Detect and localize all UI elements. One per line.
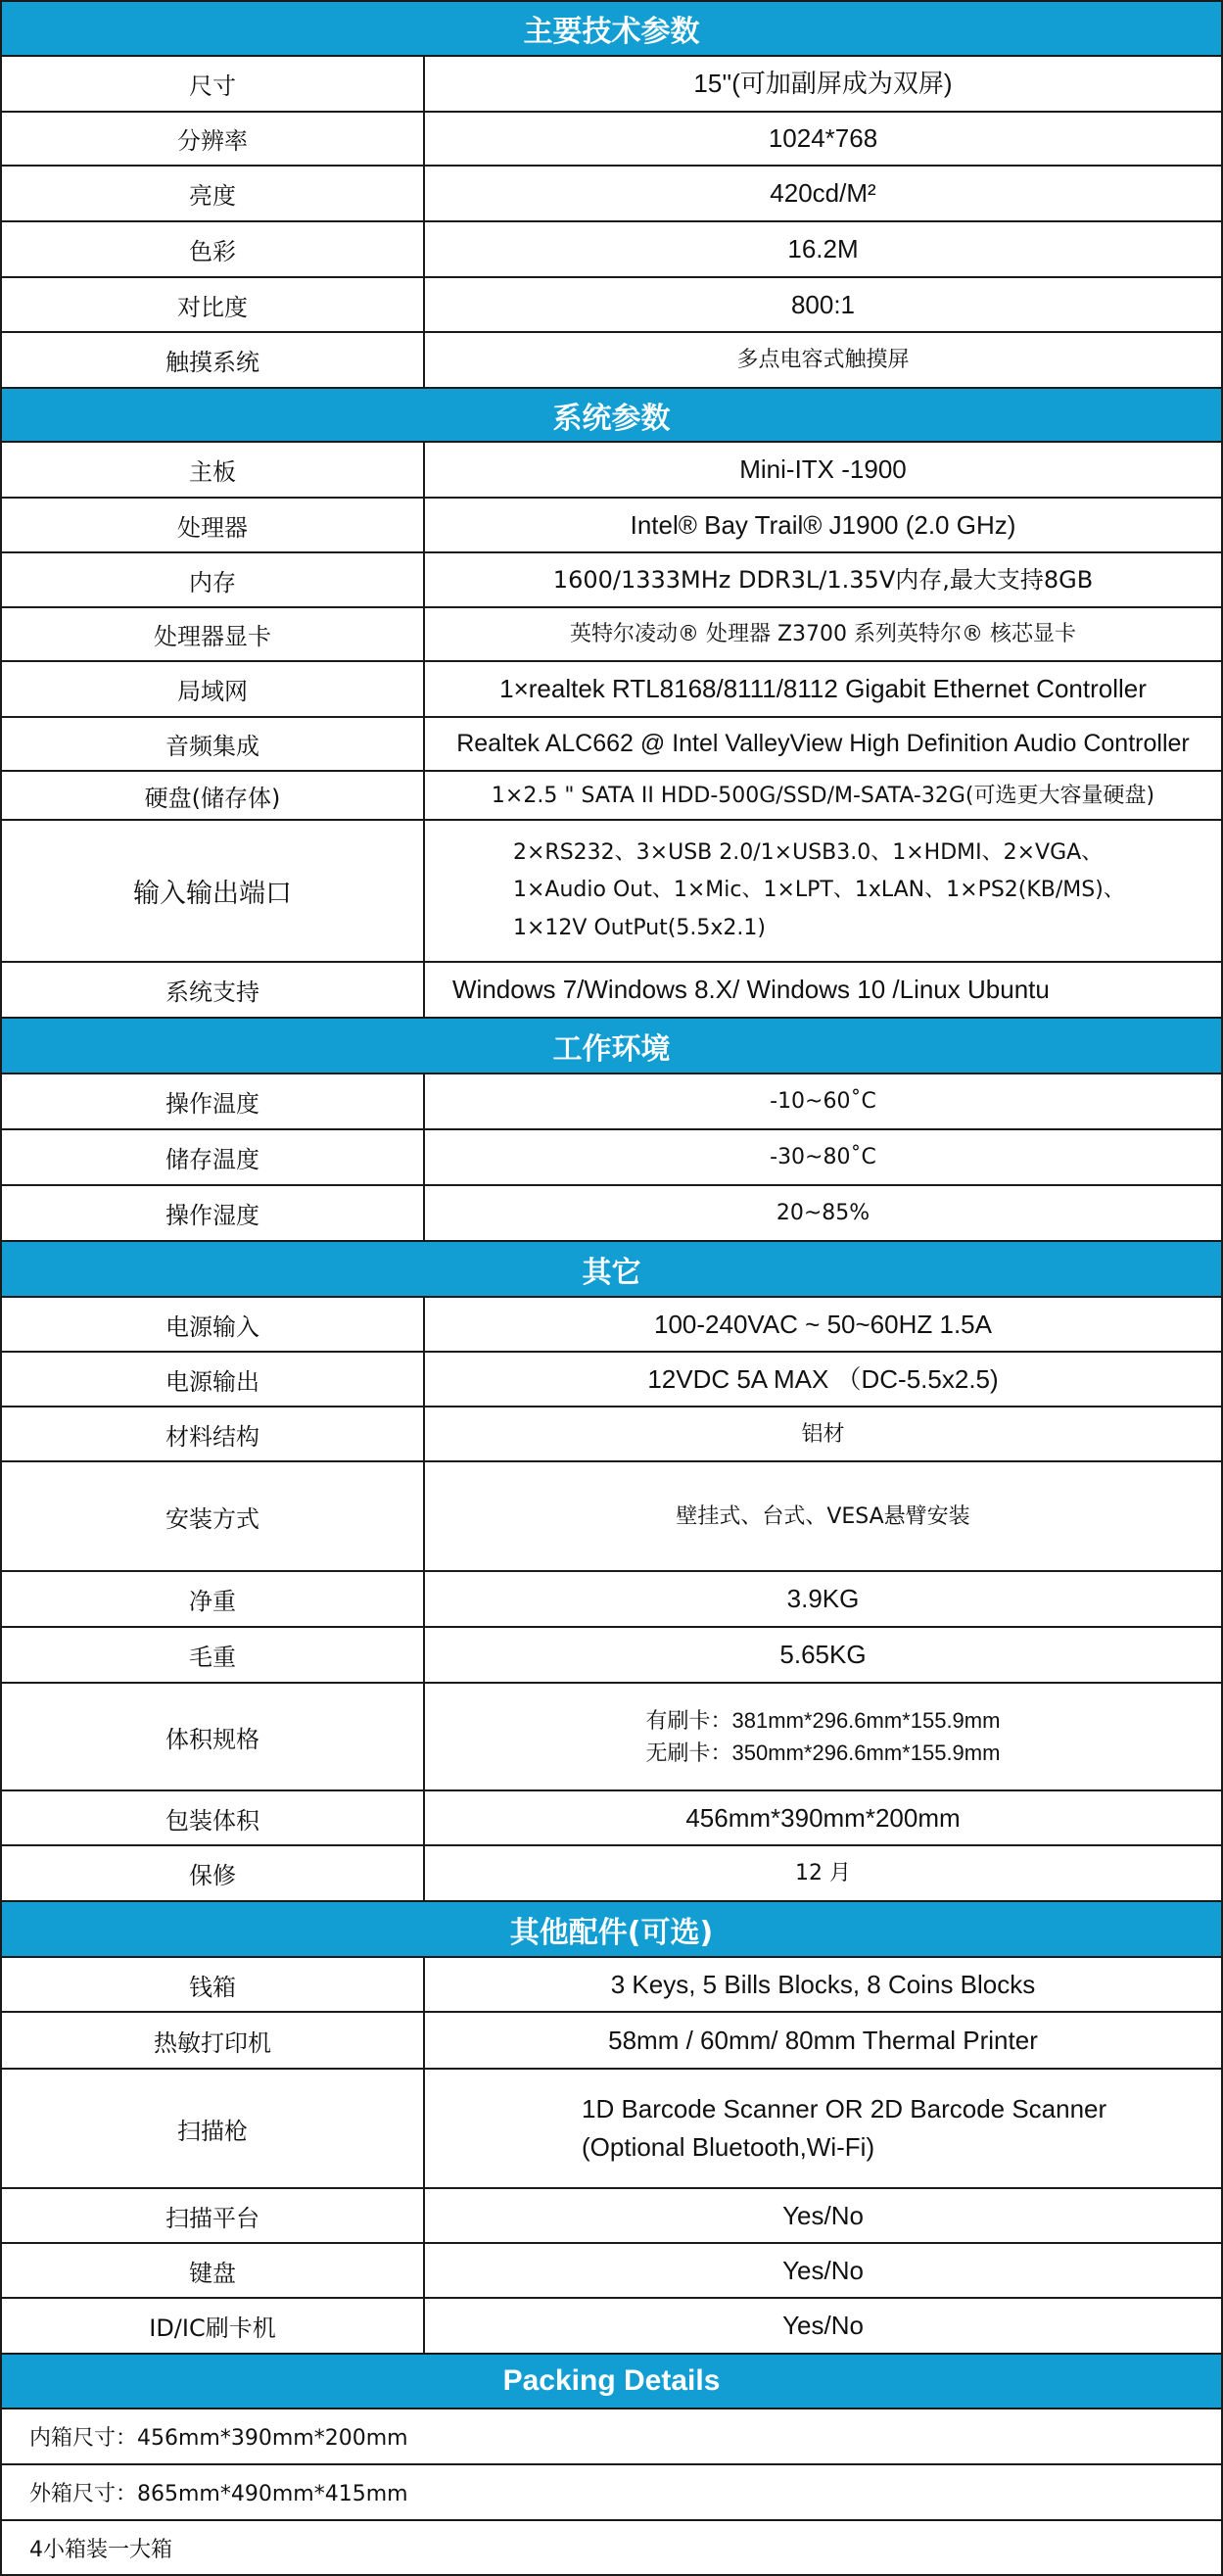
spec-label: 局域网 [2,662,425,716]
spec-label: 处理器 [2,499,425,551]
spec-label: 处理器显卡 [2,608,425,660]
spec-value-line: (Optional Bluetooth,Wi-Fi) [582,2132,875,2162]
spec-value-multiline [425,2070,1221,2187]
spec-value: -30~80˚C [770,1145,876,1169]
spec-label: 包装体积 [2,1791,425,1844]
spec-value: Yes/No [782,2200,864,2230]
spec-row [2,2299,1221,2355]
spec-value: Realtek ALC662 @ Intel ValleyView High Definition Audio Controller [456,729,1190,757]
spec-label: 储存温度 [2,1130,425,1184]
spec-label: ID/IC刷卡机 [2,2299,425,2353]
spec-value-line: 1×Audio Out、1×Mic、1×LPT、1xLAN、1×PS2(KB/MS)、 [513,878,1125,903]
spec-value: 多点电容式触摸屏 [736,348,910,372]
spec-row [2,57,1221,113]
spec-value: 12VDC 5A MAX （DC-5.5x2.5) [647,1363,999,1394]
spec-row [2,553,1221,608]
packing-row [2,2521,1221,2576]
spec-label: 内存 [2,553,425,606]
packing-text: 内箱尺寸：456mm*390mm*200mm [29,2426,408,2451]
spec-label: 净重 [2,1572,425,1626]
spec-row [2,2244,1221,2299]
spec-value-line: 无刷卡：350mm*296.6mm*155.9mm [645,1741,1001,1765]
spec-row [2,1846,1221,1902]
spec-row [2,1074,1221,1130]
spec-label: 安装方式 [2,1462,425,1570]
section-title: 其他配件(可选) [509,1915,714,1950]
section-title: 主要技术参数 [523,15,700,49]
spec-row [2,1130,1221,1186]
spec-row [2,662,1221,718]
spec-row [2,821,1221,963]
spec-value-line: 1D Barcode Scanner OR 2D Barcode Scanner [582,2094,1107,2123]
spec-row [2,2013,1221,2070]
spec-row [2,2189,1221,2244]
spec-value-line: 2×RS232、3×USB 2.0/1×USB3.0、1×HDMI、2×VGA、 [513,839,1104,865]
section-title: 系统参数 [552,401,671,436]
spec-row [2,1298,1221,1353]
section-header-packing [2,2355,1221,2409]
spec-label: 热敏打印机 [2,2013,425,2068]
spec-value: 100-240VAC ~ 50~60HZ 1.5A [654,1309,992,1339]
spec-label: 主板 [2,443,425,497]
spec-label: 操作湿度 [2,1186,425,1240]
spec-value: 3 Keys, 5 Bills Blocks, 8 Coins Blocks [610,1969,1036,1999]
packing-text: 4小箱装一大箱 [29,2537,172,2562]
spec-label: 保修 [2,1846,425,1900]
section-header-environment [2,1019,1221,1074]
spec-row [2,1186,1221,1242]
spec-row [2,167,1221,222]
spec-label: 分辨率 [2,113,425,165]
spec-value-multiline [425,1684,1221,1789]
spec-row [2,2070,1221,2189]
spec-value: 58mm / 60mm/ 80mm Thermal Printer [608,2025,1038,2055]
spec-row [2,1462,1221,1572]
spec-value: 1×2.5 " SATA II HDD-500G/SSD/M-SATA-32G(可选更大容量硬盘) [491,783,1155,808]
spec-value: 16.2M [787,234,859,263]
spec-row [2,113,1221,167]
spec-value: 铝材 [801,1421,845,1447]
spec-value-line: 1×12V OutPut(5.5x2.1) [513,915,766,940]
spec-value: 456mm*390mm*200mm [685,1802,961,1833]
spec-value-multiline [425,821,1221,961]
packing-row [2,2465,1221,2521]
spec-value: 1600/1333MHz DDR3L/1.35V内存,最大支持8GB [552,566,1094,594]
packing-text: 外箱尺寸：865mm*490mm*415mm [29,2482,408,2506]
spec-value: 1024*768 [768,123,878,153]
section-header-other [2,1242,1221,1298]
spec-row [2,1684,1221,1791]
spec-value: 3.9KG [786,1584,860,1613]
spec-row [2,1353,1221,1407]
spec-row [2,608,1221,662]
spec-value: -10~60˚C [770,1089,876,1114]
spec-value: Intel® Bay Trail® J1900 (2.0 GHz) [630,509,1016,540]
spec-value: 800:1 [790,289,856,319]
spec-value: Yes/No [782,2255,864,2285]
spec-label: 尺寸 [2,57,425,111]
spec-row [2,1572,1221,1628]
spec-label: 电源输入 [2,1298,425,1351]
section-header-system [2,389,1221,443]
spec-label: 色彩 [2,222,425,276]
spec-row [2,333,1221,389]
spec-value-line: 有刷卡：381mm*296.6mm*155.9mm [645,1708,1001,1733]
section-title: Packing Details [502,2364,721,2397]
spec-value: Mini-ITX -1900 [739,454,907,484]
spec-label: 音频集成 [2,718,425,770]
spec-row [2,1958,1221,2013]
spec-value: 1×realtek RTL8168/8111/8112 Gigabit Ethernet Controller [499,674,1147,703]
spec-label: 硬盘(储存体) [2,772,425,819]
spec-value: 20~85% [776,1201,870,1225]
spec-label: 钱箱 [2,1958,425,2011]
spec-label: 系统支持 [2,963,425,1017]
spec-label: 电源输出 [2,1353,425,1406]
spec-row [2,222,1221,278]
spec-value: Windows 7/Windows 8.X/ Windows 10 /Linux Ubuntu [452,975,1050,1004]
spec-label: 毛重 [2,1628,425,1682]
spec-label: 亮度 [2,167,425,220]
spec-value: 15''(可加副屏成为双屏) [693,69,953,98]
section-title: 其它 [582,1255,641,1290]
spec-value: Yes/No [782,2311,864,2340]
spec-label: 操作温度 [2,1074,425,1128]
spec-value: 壁挂式、台式、VESA悬臂安装 [676,1503,970,1529]
spec-row [2,1407,1221,1462]
spec-row [2,278,1221,333]
spec-row [2,443,1221,499]
section-header-main-specs [2,0,1221,57]
spec-value: 12 月 [795,1861,851,1885]
spec-row [2,1628,1221,1684]
spec-row [2,1791,1221,1846]
spec-label: 体积规格 [2,1684,425,1789]
spec-row [2,499,1221,553]
spec-label: 触摸系统 [2,333,425,387]
spec-label: 扫描枪 [2,2070,425,2187]
spec-value: 420cd/M² [770,178,876,208]
spec-label: 对比度 [2,278,425,331]
section-title: 工作环境 [552,1031,671,1067]
spec-row [2,718,1221,772]
section-header-accessories [2,1902,1221,1958]
spec-row [2,963,1221,1019]
spec-label: 扫描平台 [2,2189,425,2242]
spec-value: 英特尔凌动® 处理器 Z3700 系列英特尔® 核芯显卡 [569,622,1077,646]
spec-label: 输入输出端口 [2,821,425,961]
spec-row [2,772,1221,821]
packing-row [2,2409,1221,2465]
spec-label: 键盘 [2,2244,425,2297]
spec-label: 材料结构 [2,1407,425,1460]
spec-value: 5.65KG [779,1640,867,1669]
